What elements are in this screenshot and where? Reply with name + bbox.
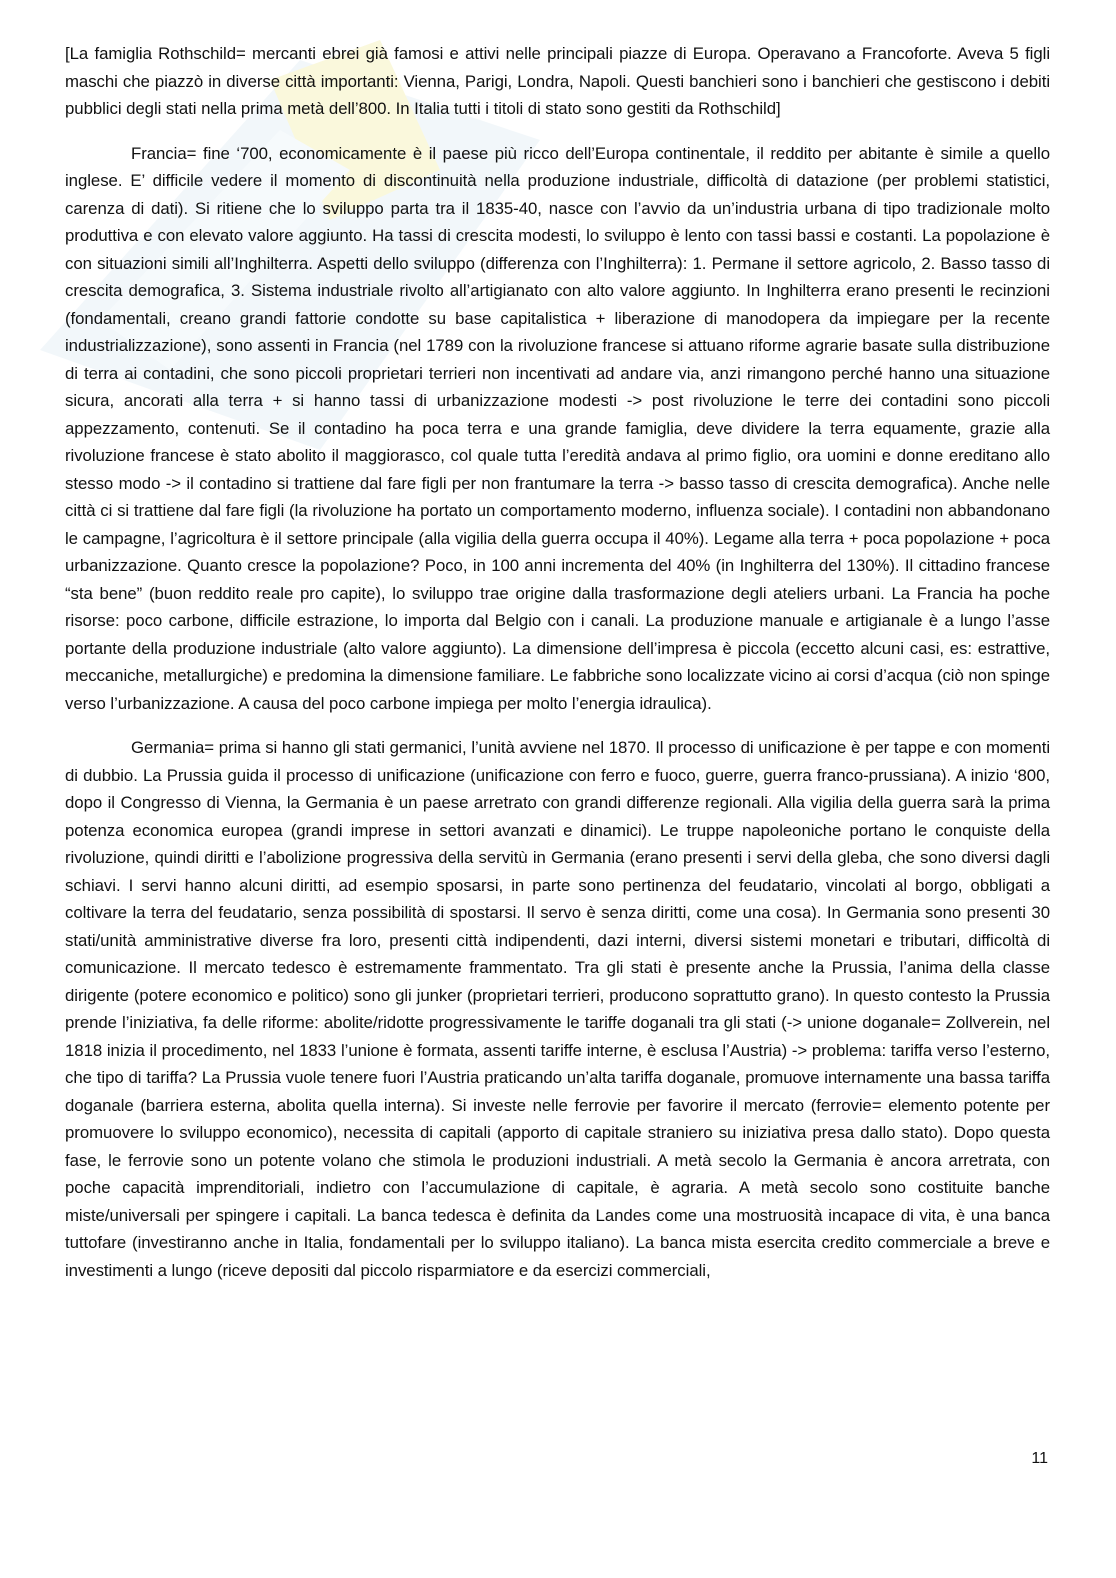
document-page <box>65 40 1050 1301</box>
paragraph-germania: Germania= prima si hanno gli stati germanici, l’unità avviene nel 1870. Il processo di unificazione è per tappe e con momenti di dubbio. La Prussia guida il processo di unificazione (unificazione con ferro e fuoco, guerre, guerra franco-prussiana). A inizio ‘800, dopo il Congresso di Vienna, la Germania è un paese arretrato con grandi differenze regionali. Alla vigilia della guerra sarà la prima potenza economica europea (grandi imprese in settori avanzati e dinamici). Le truppe napoleoniche portano le conquiste della rivoluzione, quindi diritti e l’abolizione progressiva della servitù in Germania (erano presenti i servi della gleba, che sono diversi dagli schiavi. I servi hanno alcuni diritti, ad esempio sposarsi, in parte sono pertinenza del feudatario, vincolati al borgo, obbligati a coltivare la terra del feudatario, senza possibilità di spostarsi. Il servo è senza diritti, come una cosa). In Germania sono presenti 30 stati/unità amministrative diverse fra loro, presenti città indipendenti, dazi interni, diversi sistemi monetari e tributari, difficoltà di comunicazione. Il mercato tedesco è estremamente frammentato. Tra gli stati è presente anche la Prussia, l’anima della classe dirigente (potere economico e politico) sono gli junker (proprietari terrieri, producono soprattutto grano). In questo contesto la Prussia prende l’iniziativa, fa delle riforme: abolite/ridotte progressivamente le tariffe doganali tra gli stati (-> unione doganale= Zollverein, nel 1818 inizia il procedimento, nel 1833 l’unione è formata, assenti tariffe interne, è esclusa l’Austria) -> problema: tariffa verso l’esterno, che tipo di tariffa? La Prussia vuole tenere fuori l’Austria praticando un’alta tariffa doganale, promuove internamente una bassa tariffa doganale (barriera esterna, abolita quella interna). Si investe nelle ferrovie per favorire il mercato (ferrovie= elemento potente per promuovere lo sviluppo economico), necessita di capitali (apporto di capitale straniero su iniziativa presa dallo stato). Dopo questa fase, le ferrovie sono un potente volano che stimola le produzioni industriali. A metà secolo la Germania è ancora arretrata, con poche capacità imprenditoriali, indietro con l’accumulazione di capitale, è agraria. A metà secolo sono costituite banche miste/universali per spingere i capitali. La banca tedesca è definita da Landes come una mostruosità incapace di vita, è una banca tuttofare (investiranno anche in Italia, fondamentali per lo sviluppo italiano). La banca mista esercita credito commerciale a breve e investimenti a lungo (riceve depositi dal piccolo risparmiatore e da esercizi commerciali, <box>65 738 1050 1280</box>
paragraph-francia: Francia= fine ‘700, economicamente è il paese più ricco dell’Europa continentale, il reddito per abitante è simile a quello inglese. E’ difficile vedere il momento di discontinuità nella produzione industriale, difficoltà di datazione (per problemi statistici, carenza di dati). Si ritiene che lo sviluppo parta tra il 1835-40, nasce con l’avvio da un’industria urbana di tipo tradizionale molto produttiva e con elevato valore aggiunto. Ha tassi di crescita modesti, lo sviluppo è lento con tassi bassi e costanti. La popolazione è con situazioni simili all’Inghilterra. Aspetti dello sviluppo (differenza con l’Inghilterra): 1. Permane il settore agricolo, 2. Basso tasso di crescita demografica, 3. Sistema industriale rivolto all’artigianato con alto valore aggiunto. In Inghilterra erano presenti le recinzioni (fondamentali, creano grandi fattorie condotte su base capitalistica + liberazione di manodopera da impiegare per la recente industrializzazione), sono assenti in Francia (nel 1789 con la rivoluzione francese si attuano riforme agrarie basate sulla distribuzione di terra ai contadini, che sono piccoli proprietari terrieri non incentivati ad andare via, anzi rimangono perché hanno una situazione sicura, ancorati alla terra + si hanno tassi di urbanizzazione modesti -> post rivoluzione le terre dei contadini sono piccoli appezzamento, contenuti. Se il contadino ha poca terra e una grande famiglia, deve dividere la terra equamente, grazie alla rivoluzione francese è stato abolito il maggiorasco, col quale tutta l’eredità andava al primo figlio, ora uomini e donne ereditano allo stesso modo -> il contadino si trattiene dal fare figli per non frantumare la terra -> basso tasso di crescita demografica). Anche nelle città ci si trattiene dal fare figli (la rivoluzione ha portato un comportamento moderno, influenza sociale). I contadini non abbandonano le campagne, l’agricoltura è il settore principale (alla vigilia della guerra occupa il 40%). Legame alla terra + poca popolazione + poca urbanizzazione. Quanto cresce la popolazione? Poco, in 100 anni incrementa del 40% (in Inghilterra del 130%). Il cittadino francese “sta bene” (buon reddito reale pro capite), lo sviluppo trae origine dalla trasformazione degli ateliers urbani. La Francia ha poche risorse: poco carbone, difficile estrazione, lo importa dal Belgio con i canali. La produzione manuale e artigianale è a lungo l’asse portante della produzione industriale (alto valore aggiunto). La dimensione dell’impresa è piccola (eccetto alcuni casi, es: estrattive, meccaniche, metallurgiche) e predomina la dimensione familiare. Le fabbriche sono localizzate vicino ai corsi d’acqua (ciò non spinge verso l’urbanizzazione. A causa del poco carbone impiega per molto l’energia idraulica). <box>65 143 1050 713</box>
paragraph-rothschild: [La famiglia Rothschild= mercanti ebrei già famosi e attivi nelle principali piazze di Europa. Operavano a Francoforte. Aveva 5 figli maschi che piazzò in diverse città importanti: Vienna, Parigi, Londra, Napoli. Questi banchieri sono i banchieri che gestiscono i debiti pubblici degli stati nella prima metà dell’800. In Italia tutti i titoli di stato sono gestiti da Rothschild] <box>65 44 1050 118</box>
page-number: 11 <box>1031 1450 1048 1467</box>
